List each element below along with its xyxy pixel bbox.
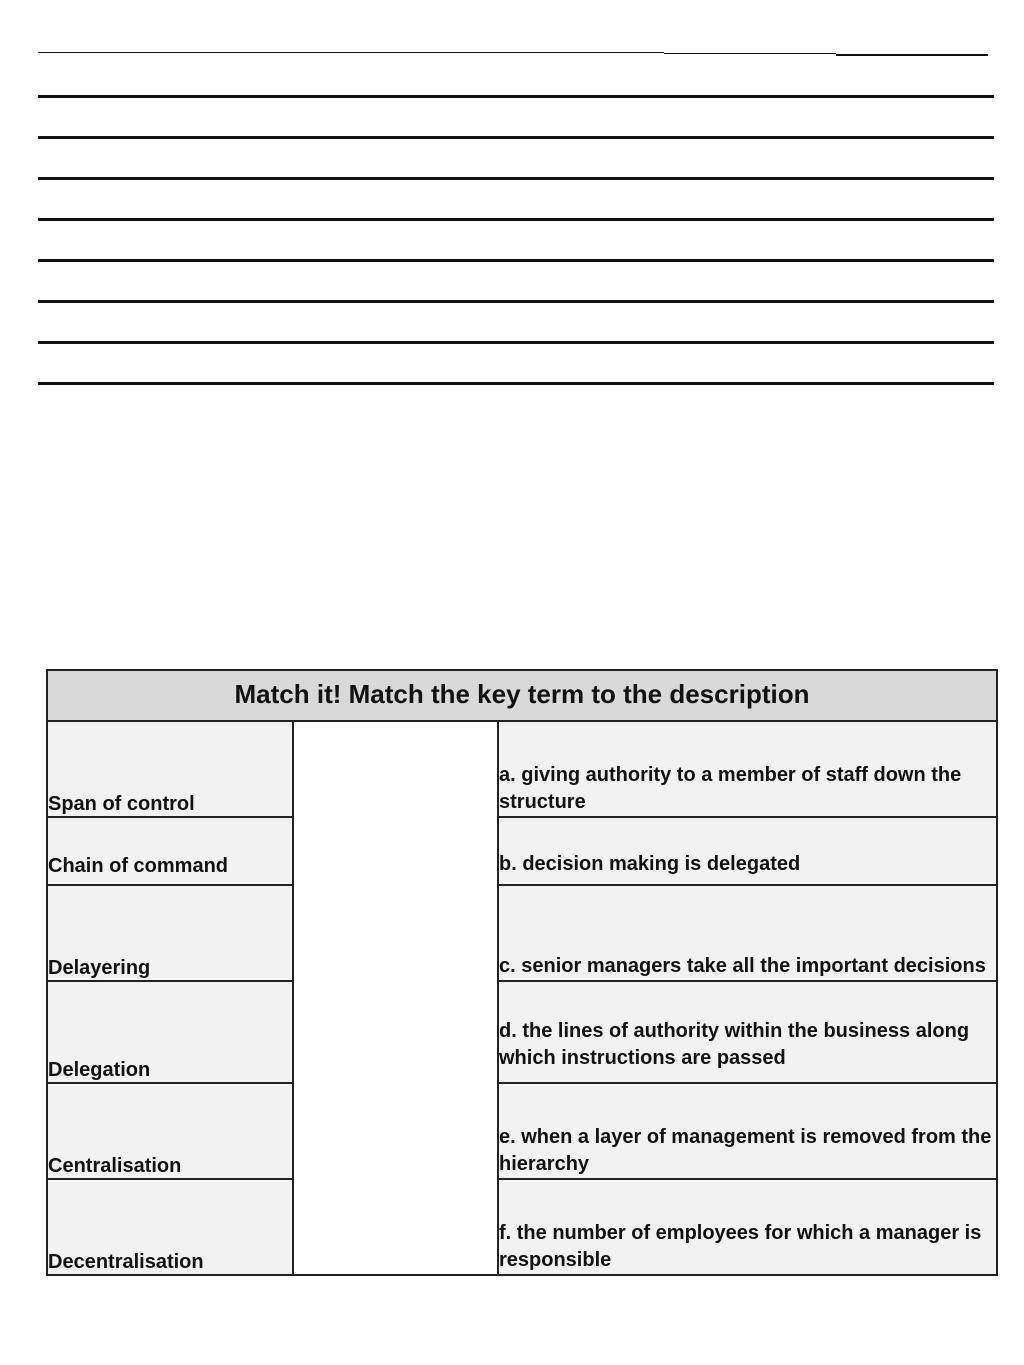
writing-line: [836, 54, 988, 56]
writing-line: [38, 218, 994, 221]
description-cell: e. when a layer of management is removed from the hierarchy: [498, 1083, 997, 1179]
answer-column[interactable]: [293, 721, 498, 1275]
table-row: [47, 721, 997, 817]
term-cell: Span of control: [47, 721, 293, 817]
match-table-title: Match it! Match the key term to the description: [47, 670, 997, 721]
table-row: [47, 885, 997, 981]
writing-line: [38, 95, 994, 98]
table-row: [47, 1179, 997, 1275]
description-cell: a. giving authority to a member of staff down the structure: [498, 721, 997, 817]
description-cell: b. decision making is delegated: [498, 817, 997, 885]
description-cell: d. the lines of authority within the business along which instructions are passed: [498, 981, 997, 1083]
term-cell: Centralisation: [47, 1083, 293, 1179]
table-row: [47, 981, 997, 1083]
writing-line: [38, 177, 994, 180]
term-cell: Chain of command: [47, 817, 293, 885]
table-row: [47, 817, 997, 885]
term-cell: Decentralisation: [47, 1179, 293, 1275]
writing-line: [38, 382, 994, 385]
description-cell: c. senior managers take all the important decisions: [498, 885, 997, 981]
description-cell: f. the number of employees for which a manager is responsible: [498, 1179, 997, 1275]
term-cell: Delegation: [47, 981, 293, 1083]
writing-line: [38, 52, 664, 53]
writing-line: [664, 53, 836, 54]
writing-line: [38, 136, 994, 139]
table-row: [47, 1083, 997, 1179]
term-cell: Delayering: [47, 885, 293, 981]
match-table: [46, 669, 998, 1276]
writing-line: [38, 300, 994, 303]
writing-line: [38, 259, 994, 262]
writing-line: [38, 341, 994, 344]
